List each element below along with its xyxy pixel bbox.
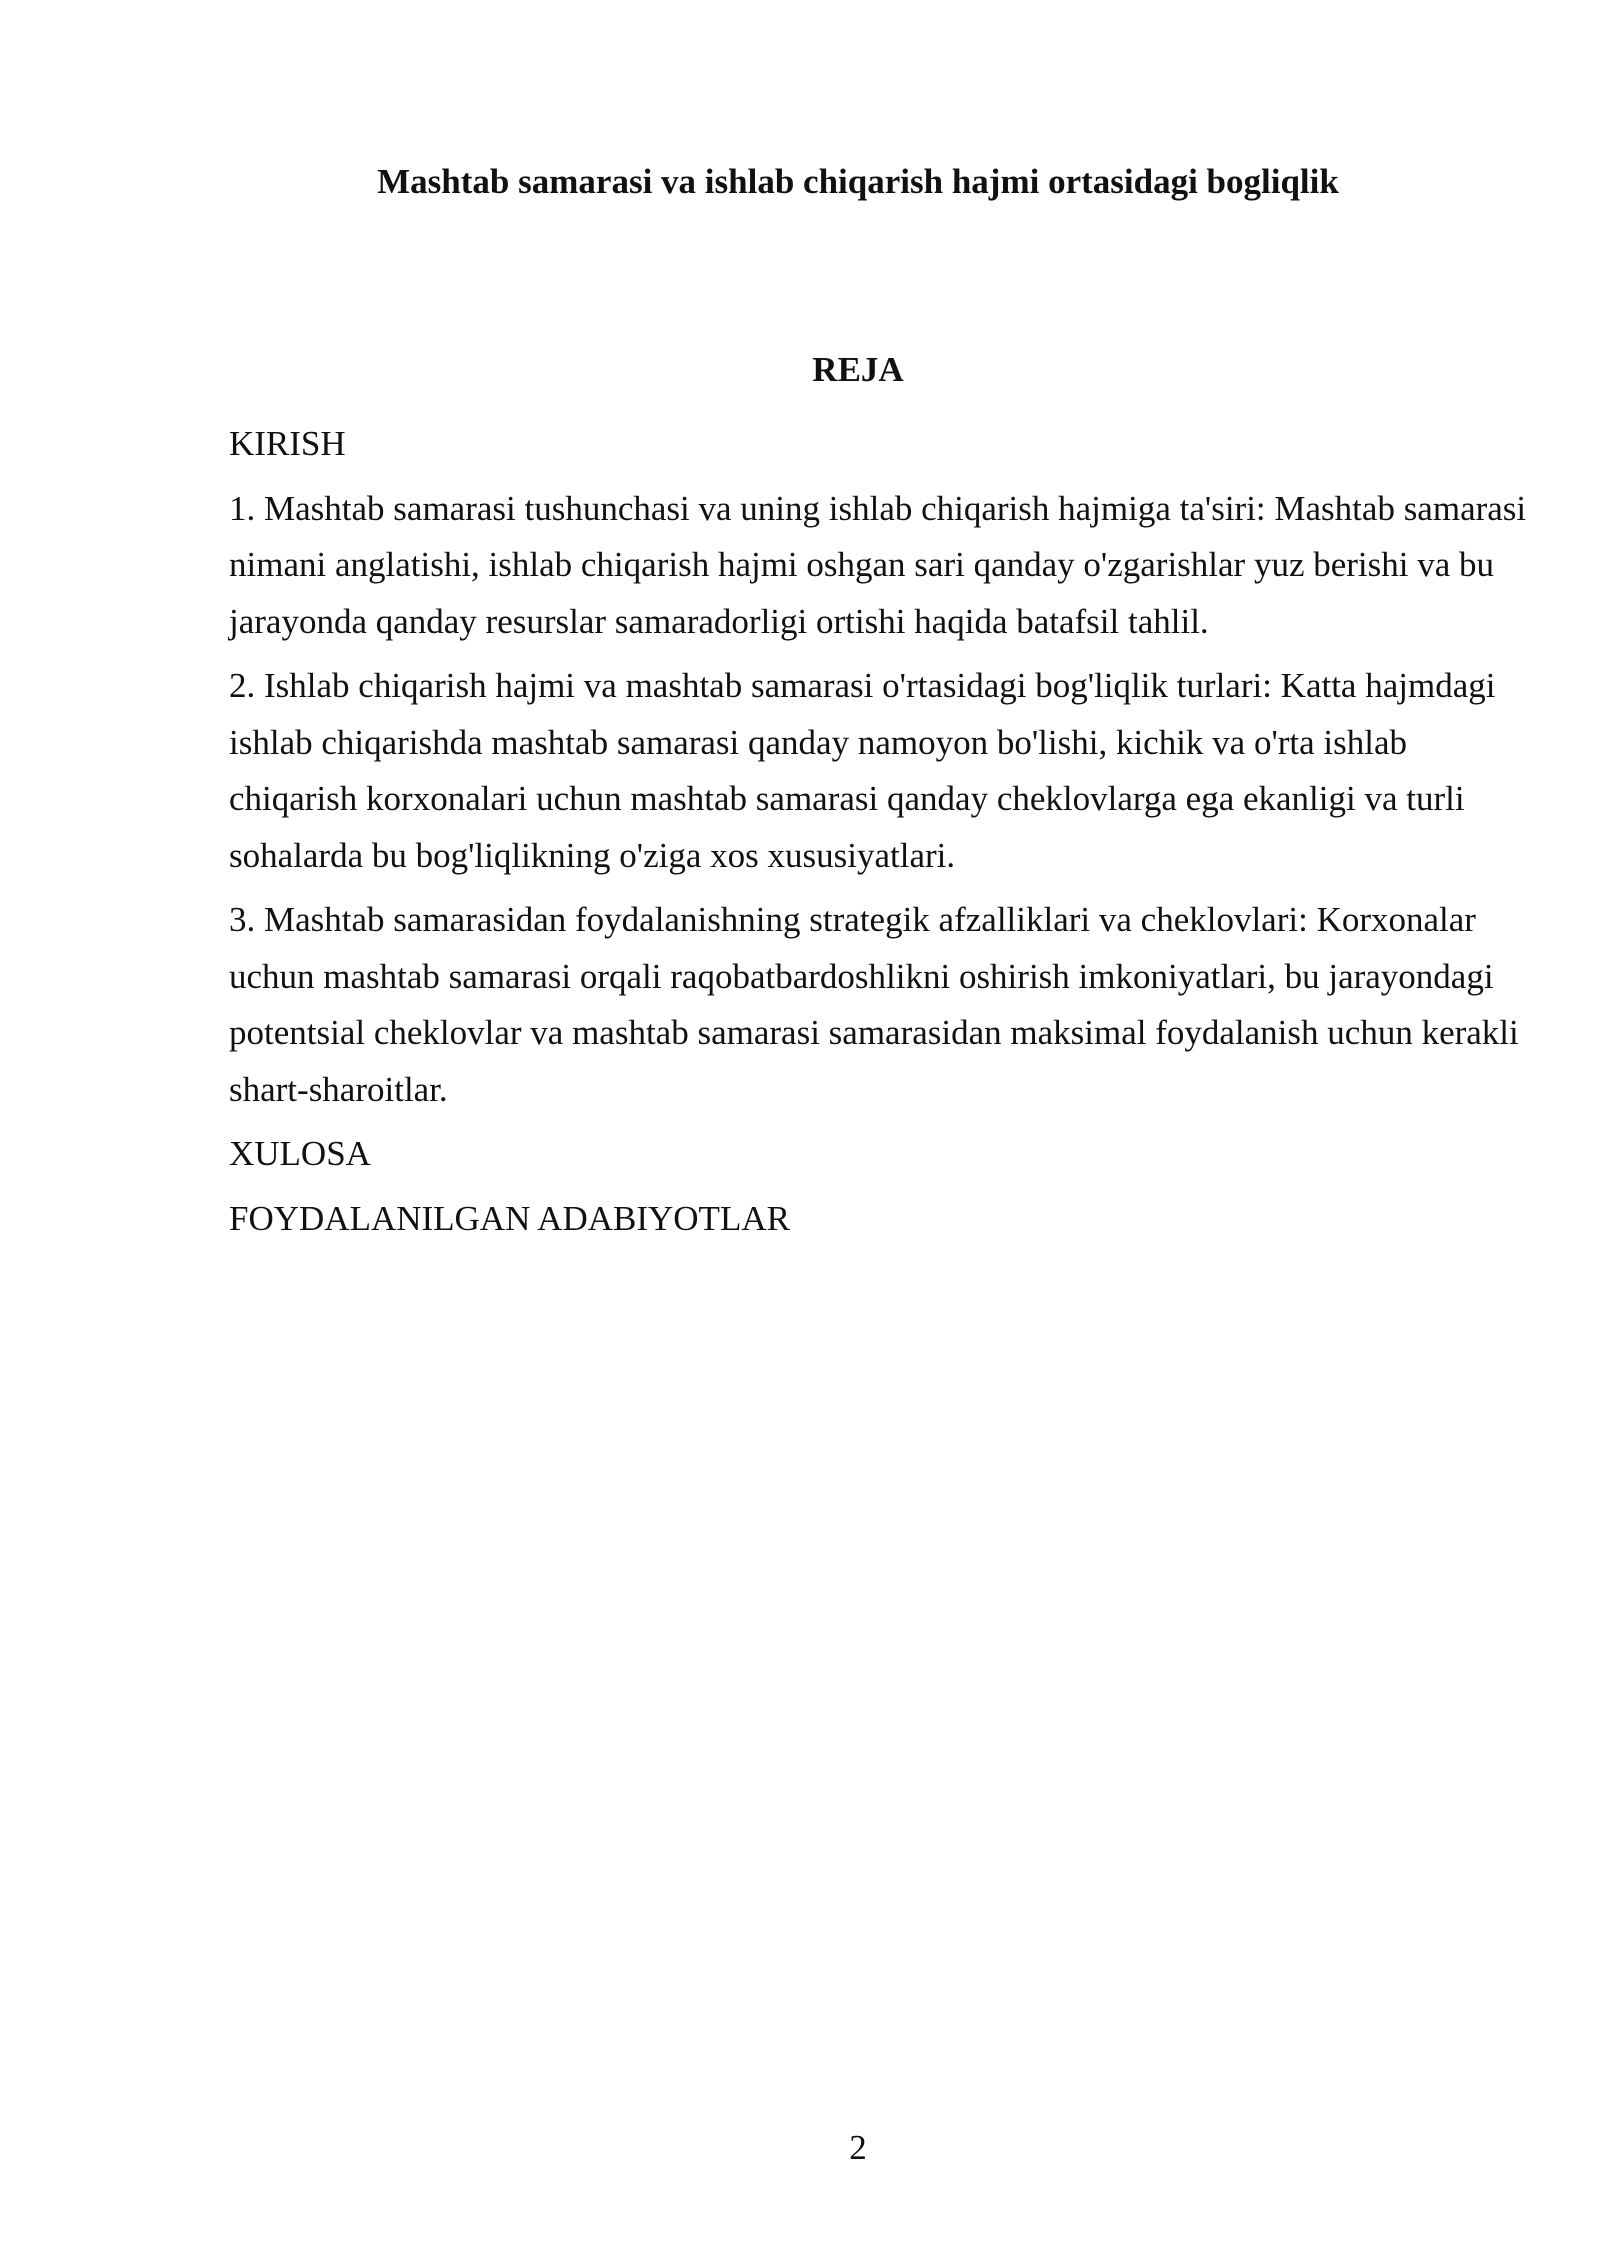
page-number: 2 — [849, 2128, 867, 2167]
plan-contents — [229, 416, 1529, 1255]
document-title: Mashtab samarasi va ishlab chiqarish hajmi ortasidagi bogliqlik — [377, 162, 1339, 201]
intro-entry: KIRISH — [229, 424, 346, 463]
plan-item-1: 1. Mashtab samarasi tushunchasi va uning ishlab chiqarish hajmiga ta'siri: Mashtab samarasi nimani anglatishi, ishlab chiqarish hajmi oshgan sari qanday o'zgarishlar yuz berishi va bu jarayonda qanday resurslar samaradorligi ortishi haqida batafsil tahlil. — [229, 488, 1527, 641]
plan-heading: REJA — [812, 350, 904, 389]
conclusion-entry: XULOSA — [229, 1134, 371, 1173]
references-entry: FOYDALANILGAN ADABIYOTLAR — [229, 1198, 790, 1238]
plan-item-2: 2. Ishlab chiqarish hajmi va mashtab samarasi o'rtasidagi bog'liqlik turlari: Katta hajmdagi ishlab chiqarishda mashtab samarasi qanday namoyon bo'lishi, kichik va o'rta ishlab chiqarish korxonalari uchun mashtab samarasi qanday cheklovlarga ega ekanligi va turli sohalarda bu bog'liqlikning o'ziga xos xususiyatlari. — [229, 666, 1496, 875]
plan-item-3: 3. Mashtab samarasidan foydalanishning strategik afzalliklari va cheklovlari: Korxonalar uchun mashtab samarasi orqali raqobatbardoshlikni oshirish imkoniyatlari, bu jarayondagi potentsial cheklovlar va mashtab samarasi samarasidan maksimal foydalanish uchun kerakli shart-sharoitlar. — [229, 900, 1519, 1109]
